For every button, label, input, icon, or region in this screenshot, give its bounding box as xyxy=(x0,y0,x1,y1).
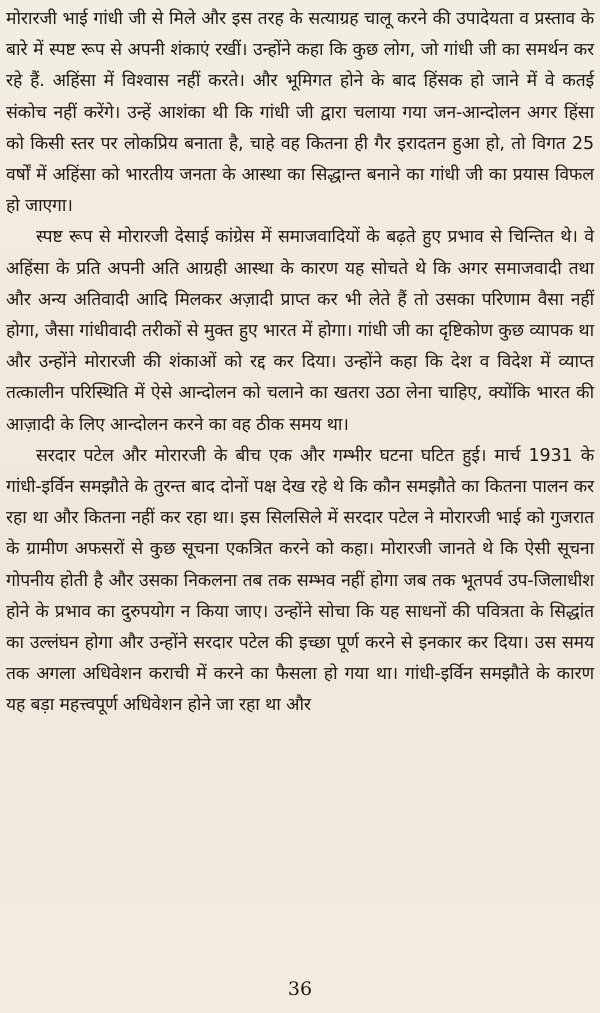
paragraph-3: सरदार पटेल और मोरारजी के बीच एक और गम्भीर घटना घटित हुई। मार्च 1931 के गांधी-इर्विन समझौते के तुरन्त बाद दोनों पक्ष देख रहे थे कि कौन समझौते का कितना पालन कर रहा था और कितना नहीं कर रहा था। इस सिलसिले में सरदार पटेल ने मोरारजी भाई को गुजरात के ग्रामीण अफसरों से कुछ सूचना एकत्रित करने को कहा। मोरारजी जानते थे कि ऐसी सूचना गोपनीय होती है और उसका निकलना तब तक सम्भव नहीं होगा जब तक भूतपर्व उप-जिलाधीश होने के प्रभाव का दुरुपयोग न किया जाए। उन्होंने सोचा कि यह साधनों की पवित्रता के सिद्धांत का उल्लंघन होगा और उन्होंने सरदार पटेल की इच्छा पूर्ण करने से इनकार कर दिया। उस समय तक अगला अधिवेशन कराची में करने का फैसला हो गया था। गांधी-इर्विन समझौते के कारण यह बड़ा महत्त्वपूर्ण अधिवेशन होने जा रहा था और xyxy=(6,445,594,716)
page-number: 36 xyxy=(287,978,313,1000)
paragraph-2: स्पष्ट रूप से मोरारजी देसाई कांग्रेस में समाजवादियों के बढ़ते हुए प्रभाव से चिन्तित थे। वे अहिंसा के प्रति अपनी अति आग्रही आस्था के कारण यह सोचते थे कि अगर समाजवादी तथा और अन्य अतिवादी आदि मिलकर अज़ादी प्राप्त कर भी लेते हैं तो उसका परिणाम वैसा नहीं होगा, जैसा गांधीवादी तरीकों से मुक्त हुए भारत में होगा। गांधी जी का दृष्टिकोण कुछ व्यापक था और उन्होंने मोरारजी की शंकाओं को रद्द कर दिया। उन्होंने कहा कि देश व विदेश में व्याप्त तत्कालीन परिस्थिति में ऐसे आन्दोलन को चलाने का खतरा उठा लेना चाहिए, क्योंकि भारत की आज़ादी के लिए आन्दोलन करने का वह ठीक समय था। xyxy=(6,227,594,435)
body-text xyxy=(6,4,594,722)
paragraph-1: मोरारजी भाई गांधी जी से मिले और इस तरह के सत्याग्रह चालू करने की उपादेयता व प्रस्ताव के बारे में स्पष्ट रूप से अपनी शंकाएं रखीं। उन्होंने कहा कि कुछ लोग, जो गांधी जी का समर्थन कर रहे हैं. अहिंसा में विश्वास नहीं करते। और भूमिगत होने के बाद हिंसक हो जाने में वे कतई संकोच नहीं करेंगे। उन्हें आशंका थी कि गांधी जी द्वारा चलाया गया जन-आन्दोलन अगर हिंसा को किसी स्तर पर लोकप्रिय बनाता है, चाहे वह कितना ही गैर इरादतन हुआ हो, तो विगत 25 वर्षों में अहिंसा को भारतीय जनता के आस्था का सिद्धान्त बनाने का गांधी जी का प्रयास विफल हो जाएगा। xyxy=(6,9,594,217)
